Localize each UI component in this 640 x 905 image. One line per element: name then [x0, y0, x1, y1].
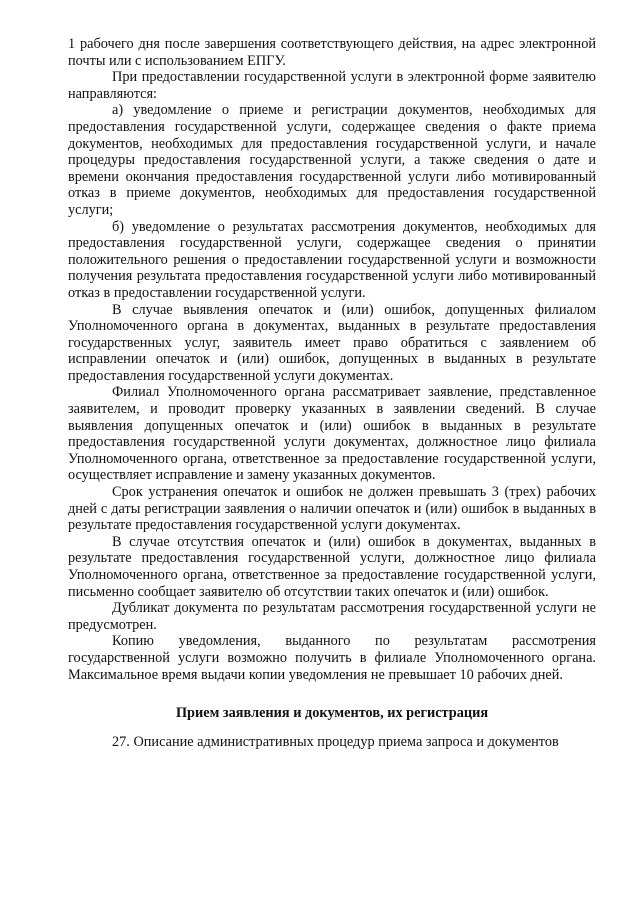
- paragraph-continuation: 1 рабочего дня после завершения соответствующего действия, на адрес электронной почты или с использованием ЕПГУ.: [68, 36, 596, 69]
- section-heading: Прием заявления и документов, их регистрация: [175, 705, 489, 722]
- paragraph-notification-copy: Копию уведомления, выданного по результатам рассмотрения государственной услуги возможно получить в филиале Уполномоченного органа. Максимальное время выдачи копии уведомления не превышает 10 рабочих дней.: [68, 633, 596, 683]
- paragraph-item-a: а) уведомление о приеме и регистрации документов, необходимых для предоставления государственной услуги, содержащее сведения о факте приема документов, необходимых для предоставления государственной услуги, и начале процедуры предоставления государственной услуги, а также сведения о дате и времени окончания предоставления государственной услуги либо мотивированный отказ в приеме документов, необходимых для предоставления государственной услуги;: [68, 102, 596, 218]
- paragraph-no-errors: В случае отсутствия опечаток и (или) ошибок в документах, выданных в результате предоставления государственной услуги, должностное лицо филиала Уполномоченного органа, ответственное за предоставление государственной услуги, письменно сообщает заявителю об отсутствии таких опечаток и (или) ошибок.: [68, 533, 596, 600]
- paragraph-item-b: б) уведомление о результатах рассмотрения документов, необходимых для предоставления государственной услуги, содержащее сведения о принятии положительного решения о предоставлении государственной услуги и возможности получения результата предоставления государственной услуги либо мотивированный отказ в предоставлении государственной услуги.: [68, 218, 596, 301]
- paragraph-electronic-form: При предоставлении государственной услуги в электронной форме заявителю направляются:: [68, 69, 596, 102]
- paragraph-item-27: 27. Описание административных процедур приема запроса и документов: [112, 733, 559, 750]
- paragraph-errors-detection: В случае выявления опечаток и (или) ошибок, допущенных филиалом Уполномоченного органа в документах, выданных в результате предоставления государственных услуг, заявитель имеет право обратиться с заявлением об исправлении опечаток и (или) ошибок, допущенных в выданных в результате предоставления государственной услуги документах.: [68, 301, 596, 384]
- paragraph-branch-review: Филиал Уполномоченного органа рассматривает заявление, представленное заявителем, и проводит проверку указанных в заявлении сведений. В случае выявления допущенных опечаток и (или) ошибок в выданных в результате предоставления государственной услуги документах, должностное лицо филиала Уполномоченного органа, ответственное за предоставление государственной услуги, осуществляет исправление и замену указанных документов.: [68, 384, 596, 484]
- document-body: [68, 36, 596, 750]
- paragraph-correction-term: Срок устранения опечаток и ошибок не должен превышать 3 (трех) рабочих дней с даты регистрации заявления о наличии опечаток и (или) ошибок в выданных в результате предоставления государственной услуги документах.: [68, 484, 596, 534]
- paragraph-duplicate: Дубликат документа по результатам рассмотрения государственной услуги не предусмотрен.: [68, 600, 596, 633]
